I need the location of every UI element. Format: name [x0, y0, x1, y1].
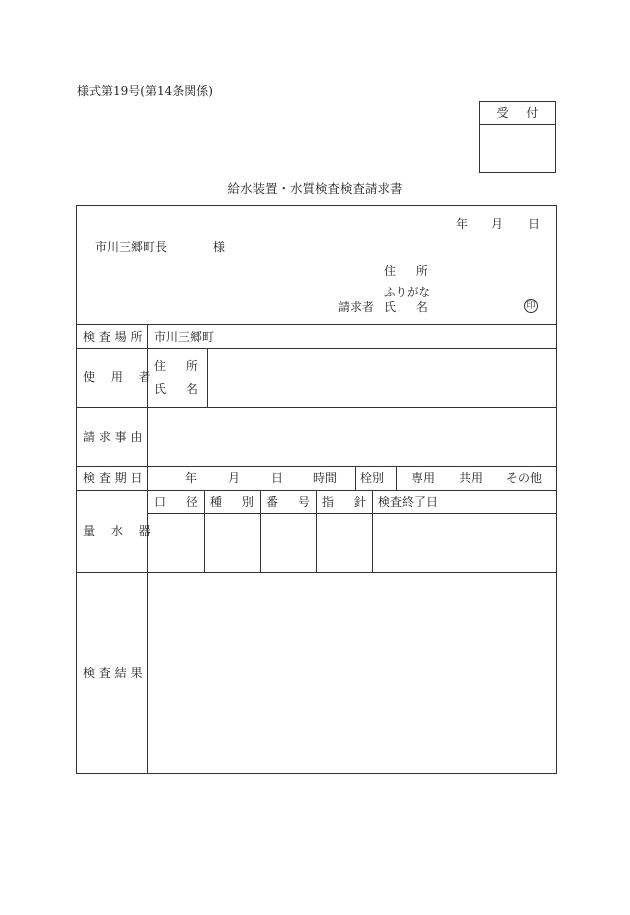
rule-meter-header — [147, 513, 557, 514]
tap-option-other: その他 — [506, 471, 543, 485]
result-label: 検 査 結 果 — [83, 666, 143, 680]
date-month: 月 — [491, 217, 504, 231]
rule-reason-top — [76, 407, 557, 408]
addressee-honorific: 様 — [213, 240, 226, 254]
inspection-date-year: 年 — [185, 471, 198, 485]
tap-option-shared: 共用 — [459, 471, 484, 485]
meter-col-diameter: 口 径 — [154, 495, 198, 509]
meter-label: 量 水 器 — [83, 524, 151, 538]
requester-name-label: 氏 名 — [384, 300, 428, 314]
user-address-label: 住 所 — [154, 359, 198, 373]
requester-address-label: 住 所 — [384, 264, 428, 278]
meter-col-2 — [260, 490, 261, 572]
reason-label: 請 求 事 由 — [83, 430, 143, 444]
tap-option-exclusive: 専用 — [411, 471, 436, 485]
receipt-divider — [479, 124, 556, 125]
meter-col-reading: 指 針 — [322, 495, 366, 509]
rule-user-top — [76, 348, 557, 349]
meter-col-1 — [204, 490, 205, 572]
inspection-place-label: 検 査 場 所 — [83, 330, 143, 344]
type-divider-right — [396, 466, 397, 490]
inspection-date-month: 月 — [228, 471, 241, 485]
date-year: 年 — [456, 217, 469, 231]
inspection-place-value: 市川三郷町 — [154, 330, 215, 344]
user-name-label: 氏 名 — [154, 382, 198, 396]
meter-col-type: 種 別 — [210, 495, 254, 509]
receipt-label: 受 付 — [496, 106, 539, 120]
tap-type-label: 栓別 — [360, 471, 385, 485]
rule-date-top — [76, 466, 557, 467]
requester-role-label: 請求者 — [338, 300, 375, 314]
user-label: 使 用 者 — [83, 370, 151, 384]
meter-col-number: 番 号 — [266, 495, 310, 509]
date-day: 日 — [528, 217, 541, 231]
rule-result-top — [76, 572, 557, 573]
user-sublabel-divider — [207, 348, 208, 407]
meter-col-3 — [316, 490, 317, 572]
seal-mark: 印 — [524, 299, 538, 313]
form-number: 様式第19号(第14条関係) — [77, 84, 213, 98]
inspection-date-label: 検 査 期 日 — [83, 471, 143, 485]
rule-place-top — [76, 324, 557, 325]
label-column-divider — [147, 324, 148, 774]
addressee-name: 市川三郷町長 — [95, 240, 168, 254]
inspection-date-day: 日 — [271, 471, 284, 485]
type-divider-left — [355, 466, 356, 490]
document-title: 給水装置・水質検査検査請求書 — [227, 181, 403, 196]
requester-furigana-label: ふりがな — [384, 285, 430, 299]
meter-col-completion-date: 検査終了日 — [378, 495, 439, 509]
inspection-date-time: 時間 — [313, 471, 338, 485]
meter-col-4 — [372, 490, 373, 572]
